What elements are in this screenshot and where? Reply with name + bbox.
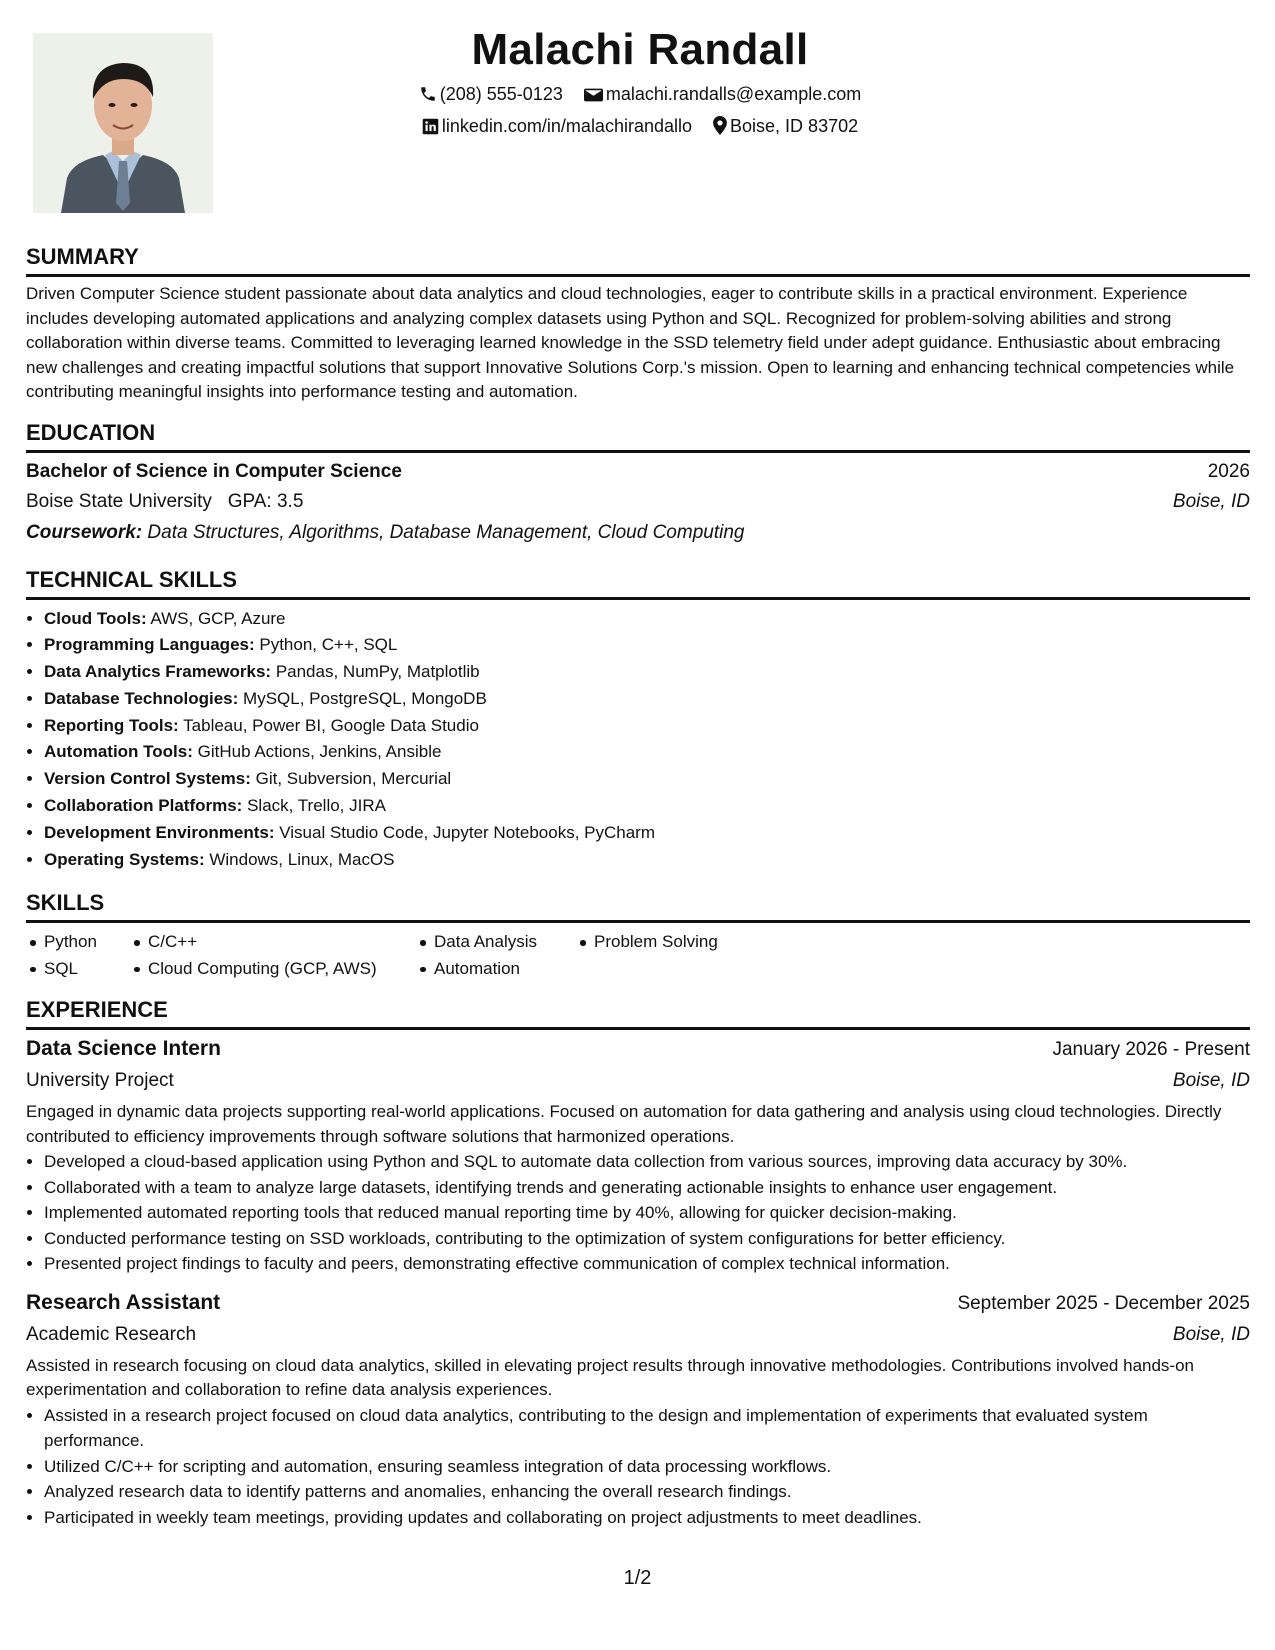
job-title-row — [26, 1033, 1250, 1066]
job-location: Boise, ID — [1172, 1070, 1250, 1092]
skill-item: Cloud Computing (GCP, AWS) — [130, 956, 416, 983]
email-text: malachi.randalls@example.com — [605, 84, 862, 104]
skill-label: Data Analytics Frameworks: — [44, 662, 272, 682]
contact-line-2 — [240, 110, 1040, 142]
degree-name: Bachelor of Science in Computer Science — [26, 460, 402, 482]
gpa: GPA: 3.5 — [227, 490, 304, 512]
education-section — [26, 419, 1250, 548]
skill-value: AWS, GCP, Azure — [150, 608, 286, 628]
list-item — [44, 739, 1250, 766]
skill-label: Development Environments: — [44, 822, 275, 842]
skill-item: Python — [26, 929, 130, 956]
skill-label: Version Control Systems: — [44, 769, 251, 789]
skill-value: Visual Studio Code, Jupyter Notebooks, PyCharm — [279, 822, 656, 842]
skill-value: Git, Subversion, Mercurial — [255, 769, 452, 789]
skill-label: Collaboration Platforms: — [44, 796, 243, 816]
profile-photo — [33, 33, 213, 213]
skill-item: C/C++ — [130, 929, 416, 956]
contact-line-1 — [240, 78, 1040, 110]
resume-header — [240, 22, 1040, 142]
list-item: • Presented project findings to faculty and peers, demonstrating effective communication of complex technical information. — [44, 1251, 1250, 1277]
job-bullets — [26, 1403, 1250, 1531]
person-photo-icon — [33, 33, 213, 213]
skill-item: SQL — [26, 956, 130, 983]
job-org: Academic Research — [26, 1323, 197, 1345]
technical-skills-section — [26, 566, 1250, 874]
email-contact[interactable] — [584, 78, 861, 110]
list-item: • Participated in weekly team meetings, providing updates and collaborating on project adjustments to meet deadlines. — [44, 1505, 1250, 1531]
skill-value: Pandas, NumPy, Matplotlib — [275, 662, 480, 682]
phone-contact[interactable] — [419, 78, 563, 110]
linkedin-text: linkedin.com/in/malachirandallo — [441, 116, 693, 136]
resume-content — [26, 243, 1250, 1544]
list-item: • Collaborated with a team to analyze large datasets, identifying trends and generating actionable insights to enhance user engagement. — [44, 1175, 1250, 1201]
education-heading: EDUCATION — [26, 419, 1250, 453]
skill-value: Windows, Linux, MacOS — [209, 849, 395, 869]
skill-value: GitHub Actions, Jenkins, Ansible — [197, 742, 442, 762]
job-description: Engaged in dynamic data projects supporting real-world applications. Focused on automation for data gathering and analysis using cloud technologies. Directly contributed to efficiency improvements through software solutions that harmonized operations. — [26, 1102, 1222, 1146]
list-item — [44, 820, 1250, 847]
list-item — [44, 632, 1250, 659]
skill-label: Cloud Tools: — [44, 608, 147, 628]
coursework-label: Coursework: — [26, 521, 143, 543]
linkedin-icon — [422, 118, 439, 135]
institution-line — [26, 487, 303, 517]
job-title-row — [26, 1287, 1250, 1320]
list-item — [44, 686, 1250, 713]
list-item — [44, 793, 1250, 820]
phone-icon — [419, 85, 437, 103]
summary-section — [26, 243, 1250, 405]
list-item: • Developed a cloud-based application using Python and SQL to automate data collection from various sources, improving data accuracy by 30%. — [44, 1149, 1250, 1175]
job-org-row — [26, 1320, 1250, 1350]
list-item — [44, 766, 1250, 793]
skill-label: Programming Languages: — [44, 635, 255, 655]
skill-value: MySQL, PostgreSQL, MongoDB — [243, 688, 487, 708]
job-title: Data Science Intern — [26, 1037, 221, 1061]
location-contact — [713, 110, 858, 142]
skill-value: Tableau, Power BI, Google Data Studio — [183, 715, 479, 735]
candidate-name: Malachi Randall — [471, 25, 809, 74]
job-entry — [26, 1287, 1250, 1531]
skill-item: Data Analysis — [416, 929, 576, 956]
experience-section — [26, 996, 1250, 1530]
job-dates: January 2026 - Present — [1052, 1039, 1250, 1061]
skill-item: Automation — [416, 956, 576, 983]
coursework-line — [26, 517, 1250, 548]
skill-label: Reporting Tools: — [44, 715, 179, 735]
skill-value: Slack, Trello, JIRA — [247, 796, 386, 816]
location-text: Boise, ID 83702 — [730, 116, 859, 136]
list-item — [44, 847, 1250, 874]
summary-text: Driven Computer Science student passionate about data analytics and cloud technologies, eager to contribute skills in a practical environment. Experience includes developing automated applications and analyzing complex datasets using Python and SQL. Recognized for problem-solving abilities and strong collaboration within diverse teams. Committed to leveraging learned knowledge in the SSD telemetry field under adept guidance. Enthusiastic about embracing new challenges and creating impactful solutions that support Innovative Solutions Corp.'s mission. Open to learning and enhancing technical competencies while contributing meaningful insights into performance testing and automation. — [26, 284, 1235, 401]
coursework-list: Data Structures, Algorithms, Database Management, Cloud Computing — [147, 521, 745, 543]
summary-heading: SUMMARY — [26, 243, 1250, 277]
experience-heading: EXPERIENCE — [26, 996, 1250, 1030]
skill-label: Automation Tools: — [44, 742, 193, 762]
list-item — [44, 606, 1250, 633]
linkedin-contact[interactable] — [422, 110, 692, 142]
job-title: Research Assistant — [26, 1290, 221, 1314]
technical-skills-list — [26, 606, 1250, 874]
education-degree-row — [26, 457, 1250, 487]
page-number: 1/2 — [623, 1567, 652, 1589]
skills-section — [26, 889, 1250, 982]
job-entry — [26, 1033, 1250, 1277]
list-item: • Utilized C/C++ for scripting and automation, ensuring seamless integration of data processing workflows. — [44, 1454, 1250, 1480]
job-bullets — [26, 1149, 1250, 1277]
education-institution-row — [26, 487, 1250, 517]
list-item — [44, 713, 1250, 740]
list-item: • Assisted in a research project focused on cloud data analytics, contributing to the design and implementation of experiments that evaluated system performance. — [44, 1403, 1250, 1454]
envelope-icon — [584, 87, 603, 103]
skill-value: Python, C++, SQL — [259, 635, 398, 655]
job-location: Boise, ID — [1172, 1323, 1250, 1345]
list-item: • Implemented automated reporting tools that reduced manual reporting time by 40%, allowing for quicker decision-making. — [44, 1200, 1250, 1226]
job-dates: September 2025 - December 2025 — [957, 1292, 1250, 1314]
list-item — [44, 659, 1250, 686]
phone-text: (208) 555-0123 — [439, 84, 563, 104]
skill-label: Database Technologies: — [44, 688, 239, 708]
technical-skills-heading: TECHNICAL SKILLS — [26, 566, 1250, 600]
job-org-row — [26, 1066, 1250, 1096]
skill-label: Operating Systems: — [44, 849, 205, 869]
skills-grid — [26, 929, 1250, 982]
institution-name: Boise State University — [26, 490, 212, 512]
list-item: • Analyzed research data to identify patterns and anomalies, enhancing the overall research findings. — [44, 1479, 1250, 1505]
map-pin-icon — [713, 116, 727, 135]
graduation-year: 2026 — [1207, 460, 1250, 482]
job-description: Assisted in research focusing on cloud data analytics, skilled in elevating project results through innovative methodologies. Contributions involved hands-on experimentation and collaboration to refine data analysis experiences. — [26, 1355, 1195, 1400]
skills-heading: SKILLS — [26, 889, 1250, 923]
skill-item: Problem Solving — [576, 929, 776, 956]
education-location: Boise, ID — [1172, 490, 1250, 512]
job-org: University Project — [26, 1070, 174, 1092]
list-item: • Conducted performance testing on SSD workloads, contributing to the optimization of system configurations for better efficiency. — [44, 1226, 1250, 1252]
